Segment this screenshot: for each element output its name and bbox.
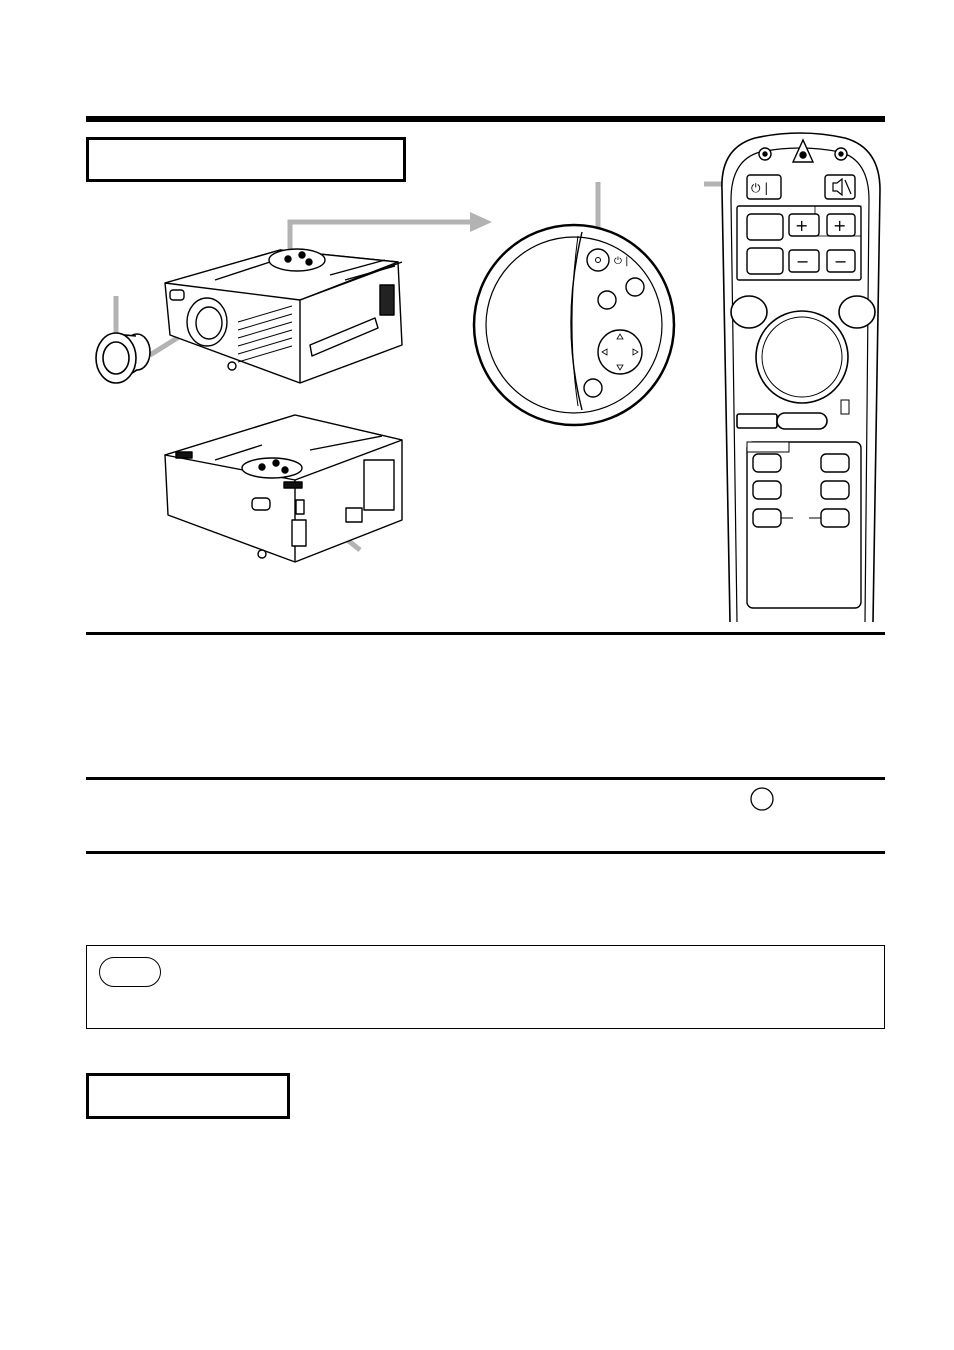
remote-mute-button — [825, 175, 855, 199]
remote-left-click — [731, 296, 767, 328]
panel-button-a — [626, 278, 644, 296]
rule-step-3 — [86, 851, 885, 854]
panel-direction-pad — [598, 330, 642, 374]
pointer-arrowhead — [470, 212, 492, 232]
note-box — [86, 945, 885, 1029]
remote-right-click — [839, 296, 875, 328]
remote-bar-left — [737, 414, 777, 428]
panel-button-b — [598, 291, 616, 309]
remote-key-6 — [821, 481, 849, 499]
remote-key-7 — [753, 509, 781, 527]
panel-power-symbol: ⏻ | — [614, 256, 629, 267]
rule-step-1 — [86, 632, 885, 635]
remote-key-1 — [747, 214, 783, 240]
remote-bar-right — [777, 413, 827, 429]
remote-key-2 — [747, 248, 783, 274]
remote-power-symbol: ⏻ | — [751, 181, 769, 195]
pointer-top-panel — [290, 222, 470, 250]
remote-control — [715, 130, 915, 630]
projector-front — [165, 249, 402, 383]
remote-minus-label-1: − — [796, 252, 810, 271]
remote-key-3 — [753, 454, 781, 472]
note-label-pill — [99, 957, 161, 987]
inline-button-symbol — [748, 785, 778, 815]
remote-minus-label-2: − — [834, 252, 848, 271]
remote-plus-label-2: + — [833, 216, 847, 235]
remote-key-8 — [821, 509, 849, 527]
remote-key-4 — [821, 454, 849, 472]
remote-key-5 — [753, 481, 781, 499]
lens-cap — [96, 333, 150, 383]
panel-button-c — [584, 379, 602, 397]
rule-step-2 — [86, 777, 885, 780]
projector-rear — [165, 415, 402, 562]
remote-plus-label-1: + — [795, 216, 809, 235]
turning-off-heading-box — [86, 1073, 290, 1119]
control-panel-zoom — [474, 225, 674, 425]
